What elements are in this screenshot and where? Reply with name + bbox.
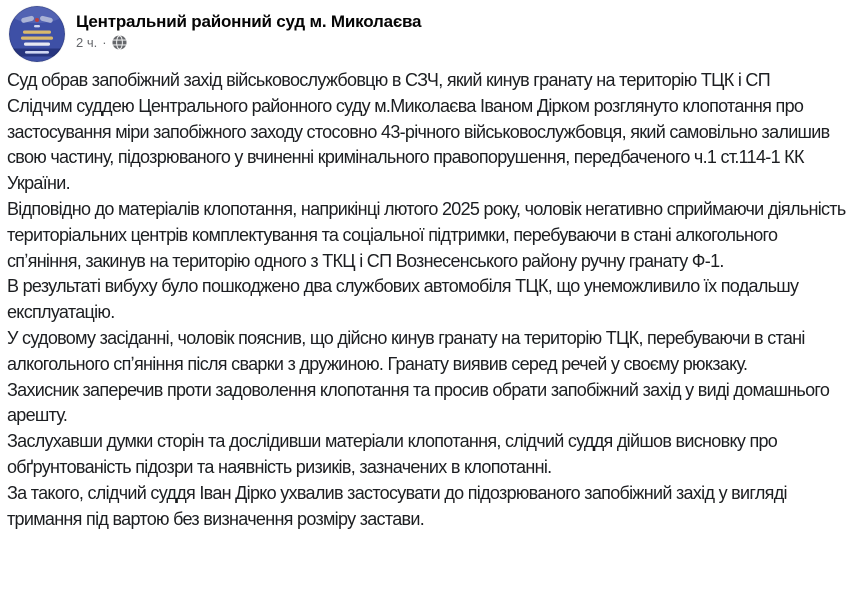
post-paragraph-4: У судовому засіданні, чоловік пояснив, що дійсно кинув гранату на територію ТЦК, перебуваючи в стані алкогольного спʼяніння після сварки з дружиною. Гранату виявив серед речей у своєму рюкзаку.	[7, 327, 805, 374]
post-header	[0, 0, 857, 62]
post-headline: Суд обрав запобіжний захід військовослужбовцю в СЗЧ, який кинув гранату на територію ТЦК і СП	[7, 70, 770, 90]
post-paragraph-7: За такого, слідчий суддя Іван Дірко ухвалив застосувати до підозрюваного запобіжний захід у вигляді тримання під вартою без визначення розміру застави.	[7, 482, 787, 529]
post-paragraph-5: Захисник заперечив проти задоволення клопотання та просив обрати запобіжний захід у виді домашнього арешту.	[7, 379, 830, 426]
post-paragraph-3: В результаті вибуху було пошкоджено два службових автомобіля ТЦК, що унеможливило їх подальшу експлуатацію.	[7, 276, 799, 323]
post-meta[interactable]	[76, 35, 421, 50]
globe-icon	[112, 35, 127, 50]
court-emblem-blue-circle-icon	[9, 6, 65, 62]
post-header-text	[76, 6, 421, 50]
post-timestamp[interactable]: 2 ч.	[76, 35, 98, 50]
page-name-link[interactable]: Центральний районний суд м. Миколаєва	[76, 12, 422, 31]
page-avatar[interactable]	[9, 6, 65, 62]
meta-separator: ·	[102, 35, 107, 50]
post-text	[0, 62, 857, 532]
post-paragraph-2: Відповідно до матеріалів клопотання, наприкінці лютого 2025 року, чоловік негативно сприймаючи діяльність територіальних центрів комплектування та соціальної підтримки, перебуваючи в стані алкогольного спʼяніння, закинув на територію одного з ТКЦ і СП Вознесенського району ручну гранату Ф-1.	[7, 198, 846, 271]
post-paragraph-6: Заслухавши думки сторін та дослідивши матеріали клопотання, слідчий суддя дійшов висновку про обґрунтованість підозри та наявність ризиків, зазначених в клопотанні.	[7, 431, 778, 477]
post-paragraph-1: Слідчим суддею Центрального районного суду м.Миколаєва Іваном Дірком розглянуто клопотання про застосування міри запобіжного заходу стосовно 43-річного військовослужбовця, який самовільно залишив свою частину, підозрюваного у вчиненні кримінального правопорушення, передбаченого ч.1 ст.114-1 КК України.	[7, 95, 830, 194]
